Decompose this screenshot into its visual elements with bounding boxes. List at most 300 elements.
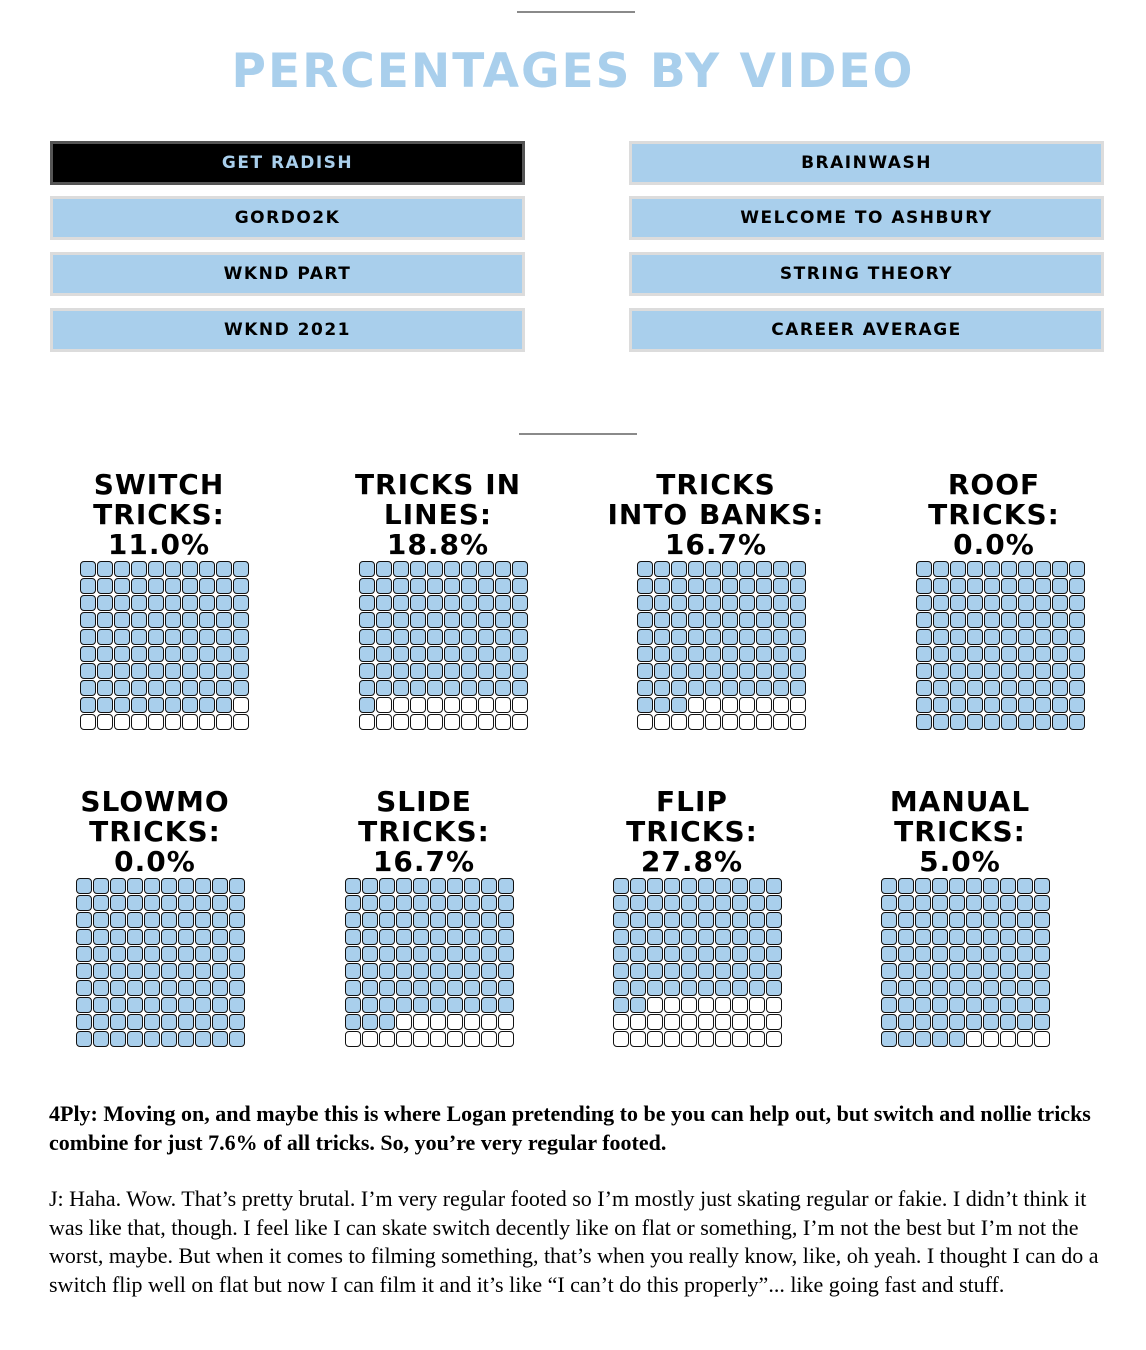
waffle-cell	[481, 980, 497, 996]
waffle-cell	[967, 561, 983, 577]
waffle-cell	[732, 963, 748, 979]
waffle-cell	[410, 697, 426, 713]
waffle-cell	[967, 697, 983, 713]
waffle-cell	[1034, 1014, 1050, 1030]
waffle-cell	[93, 929, 109, 945]
waffle-cell	[498, 878, 514, 894]
waffle-cell	[681, 1014, 697, 1030]
waffle-cell	[376, 561, 392, 577]
stat-label-line: FLIP	[656, 785, 728, 818]
waffle-cell	[481, 895, 497, 911]
waffle-cell	[1052, 697, 1068, 713]
video-button-welcome-to-ashbury[interactable]: WELCOME TO ASHBURY	[629, 196, 1104, 240]
waffle-cell	[766, 963, 782, 979]
waffle-cell	[966, 963, 982, 979]
waffle-cell	[950, 561, 966, 577]
waffle-cell	[427, 561, 443, 577]
waffle-cell	[345, 1014, 361, 1030]
waffle-cell	[664, 980, 680, 996]
waffle-cell	[1035, 680, 1051, 696]
waffle-cell	[715, 946, 731, 962]
waffle-cell	[178, 895, 194, 911]
waffle-cell	[498, 946, 514, 962]
waffle-cell	[1001, 612, 1017, 628]
waffle-cell	[613, 895, 629, 911]
waffle-cell	[233, 595, 249, 611]
stat-title-manual-tricks	[840, 787, 1080, 877]
waffle-cell	[722, 578, 738, 594]
waffle-cell	[178, 997, 194, 1013]
waffle-cell	[478, 561, 494, 577]
waffle-cell	[233, 578, 249, 594]
waffle-cell	[362, 997, 378, 1013]
waffle-cell	[80, 629, 96, 645]
waffle-cell	[613, 946, 629, 962]
waffle-cell	[478, 680, 494, 696]
waffle-cell	[413, 997, 429, 1013]
video-button-wknd-2021[interactable]: WKND 2021	[50, 308, 525, 352]
waffle-cell	[229, 912, 245, 928]
waffle-cell	[131, 612, 147, 628]
stat-percent: 27.8%	[640, 845, 744, 878]
waffle-cell	[967, 714, 983, 730]
waffle-cell	[359, 680, 375, 696]
waffle-cell	[461, 629, 477, 645]
waffle-cell	[212, 912, 228, 928]
stat-percent: 18.8%	[386, 528, 490, 561]
waffle-cell	[739, 663, 755, 679]
waffle-cell	[110, 980, 126, 996]
waffle-cell	[182, 680, 198, 696]
waffle-cell	[199, 646, 215, 662]
waffle-cell	[182, 697, 198, 713]
waffle-cell	[447, 929, 463, 945]
waffle-cell	[898, 929, 914, 945]
waffle-cell	[413, 929, 429, 945]
waffle-cell	[114, 595, 130, 611]
waffle-slide-tricks	[345, 878, 515, 1048]
waffle-cell	[630, 1014, 646, 1030]
waffle-cell	[966, 980, 982, 996]
stat-label-line: ROOF	[947, 468, 1041, 501]
waffle-cell	[93, 1014, 109, 1030]
section-divider	[519, 433, 637, 435]
waffle-cell	[705, 629, 721, 645]
waffle-cell	[681, 980, 697, 996]
waffle-cell	[345, 946, 361, 962]
waffle-cell	[1000, 912, 1016, 928]
waffle-cell	[671, 663, 687, 679]
waffle-cell	[983, 895, 999, 911]
waffle-cell	[1017, 963, 1033, 979]
waffle-cell	[915, 980, 931, 996]
stat-label-line: SLIDE	[376, 785, 472, 818]
waffle-cell	[396, 946, 412, 962]
waffle-cell	[966, 895, 982, 911]
waffle-cell	[464, 895, 480, 911]
waffle-cell	[131, 578, 147, 594]
waffle-cell	[732, 895, 748, 911]
waffle-cell	[967, 629, 983, 645]
waffle-cell	[512, 629, 528, 645]
stat-label-line: TRICKS:	[894, 815, 1026, 848]
waffle-cell	[80, 663, 96, 679]
waffle-manual-tricks	[881, 878, 1051, 1048]
waffle-cell	[144, 912, 160, 928]
waffle-cell	[671, 680, 687, 696]
waffle-cell	[664, 912, 680, 928]
waffle-cell	[410, 561, 426, 577]
waffle-cell	[1018, 646, 1034, 662]
waffle-cell	[430, 980, 446, 996]
waffle-cell	[512, 697, 528, 713]
waffle-cell	[898, 895, 914, 911]
video-button-brainwash[interactable]: BRAINWASH	[629, 141, 1104, 185]
waffle-cell	[212, 895, 228, 911]
waffle-cell	[1000, 895, 1016, 911]
waffle-cell	[144, 1014, 160, 1030]
waffle-cell	[749, 878, 765, 894]
waffle-cell	[481, 1014, 497, 1030]
waffle-cell	[144, 946, 160, 962]
waffle-cell	[715, 997, 731, 1013]
waffle-cell	[722, 714, 738, 730]
waffle-cell	[637, 629, 653, 645]
waffle-cell	[512, 646, 528, 662]
waffle-cell	[182, 646, 198, 662]
waffle-cell	[983, 878, 999, 894]
waffle-cell	[654, 663, 670, 679]
waffle-cell	[229, 929, 245, 945]
waffle-cell	[478, 714, 494, 730]
waffle-cell	[739, 595, 755, 611]
waffle-cell	[916, 663, 932, 679]
waffle-flip-tricks	[613, 878, 783, 1048]
waffle-cell	[410, 646, 426, 662]
waffle-cell	[933, 595, 949, 611]
waffle-cell	[1018, 578, 1034, 594]
waffle-cell	[688, 578, 704, 594]
waffle-cell	[681, 946, 697, 962]
waffle-cell	[131, 680, 147, 696]
waffle-cell	[495, 578, 511, 594]
waffle-cell	[949, 963, 965, 979]
waffle-cell	[110, 912, 126, 928]
waffle-cell	[950, 697, 966, 713]
waffle-cell	[93, 895, 109, 911]
waffle-cell	[178, 929, 194, 945]
waffle-cell	[671, 612, 687, 628]
waffle-cell	[932, 997, 948, 1013]
waffle-cell	[93, 980, 109, 996]
waffle-cell	[464, 929, 480, 945]
waffle-cell	[80, 612, 96, 628]
waffle-cell	[161, 946, 177, 962]
waffle-cell	[671, 561, 687, 577]
waffle-cell	[932, 963, 948, 979]
waffle-cell	[447, 963, 463, 979]
waffle-tricks-into-banks	[637, 561, 807, 731]
waffle-cell	[195, 980, 211, 996]
waffle-cell	[1000, 997, 1016, 1013]
waffle-cell	[216, 612, 232, 628]
waffle-cell	[671, 697, 687, 713]
waffle-cell	[178, 980, 194, 996]
waffle-cell	[97, 612, 113, 628]
waffle-cell	[396, 997, 412, 1013]
waffle-cell	[148, 680, 164, 696]
waffle-cell	[664, 929, 680, 945]
waffle-cell	[498, 1031, 514, 1047]
waffle-cell	[148, 646, 164, 662]
waffle-cell	[161, 1014, 177, 1030]
stat-title-switch-tricks	[39, 470, 279, 560]
waffle-cell	[637, 680, 653, 696]
waffle-cell	[195, 929, 211, 945]
waffle-cell	[345, 1031, 361, 1047]
interview-answer: J: Haha. Wow. That’s pretty brutal. I’m very regular footed so I’m mostly just skating regular or fakie. I didn’t think it was like that, though. I feel like I can skate switch decently like on flat or something, I’m not the best but I’m not the worst, maybe. But when it comes to filming something, that’s when you really know, like, oh yeah. I thought I can do a switch flip well on flat but now I can film it and it’s like “I can’t do this properly”... like going fast and stuff.	[49, 1186, 1099, 1297]
waffle-cell	[144, 997, 160, 1013]
waffle-cell	[949, 912, 965, 928]
waffle-cell	[773, 629, 789, 645]
waffle-cell	[1035, 561, 1051, 577]
waffle-cell	[932, 929, 948, 945]
waffle-cell	[705, 714, 721, 730]
stat-label-line: TRICKS:	[89, 815, 221, 848]
waffle-cell	[739, 561, 755, 577]
waffle-cell	[199, 714, 215, 730]
waffle-cell	[481, 912, 497, 928]
waffle-cell	[1052, 561, 1068, 577]
waffle-cell	[1035, 595, 1051, 611]
waffle-cell	[76, 1014, 92, 1030]
waffle-cell	[949, 895, 965, 911]
waffle-cell	[212, 1031, 228, 1047]
waffle-cell	[182, 578, 198, 594]
waffle-cell	[498, 1014, 514, 1030]
waffle-cell	[447, 1031, 463, 1047]
waffle-cell	[478, 612, 494, 628]
waffle-cell	[715, 980, 731, 996]
waffle-cell	[983, 963, 999, 979]
waffle-cell	[1034, 946, 1050, 962]
waffle-cell	[790, 629, 806, 645]
waffle-cell	[110, 1014, 126, 1030]
waffle-cell	[345, 912, 361, 928]
waffle-cell	[915, 912, 931, 928]
waffle-cell	[144, 963, 160, 979]
waffle-cell	[1035, 697, 1051, 713]
interview-question: 4Ply: Moving on, and maybe this is where Logan pretending to be you can help out, but switch and nollie tricks combine for just 7.6% of all tricks. So, you’re very regular footed.	[49, 1101, 1091, 1155]
waffle-cell	[722, 646, 738, 662]
waffle-cell	[773, 663, 789, 679]
waffle-cell	[195, 963, 211, 979]
waffle-cell	[362, 912, 378, 928]
video-button-string-theory[interactable]: STRING THEORY	[629, 252, 1104, 296]
waffle-cell	[127, 912, 143, 928]
video-button-get-radish[interactable]: GET RADISH	[50, 141, 525, 185]
waffle-cell	[949, 946, 965, 962]
waffle-cell	[722, 663, 738, 679]
waffle-cell	[362, 980, 378, 996]
waffle-cell	[715, 963, 731, 979]
waffle-cell	[749, 963, 765, 979]
waffle-cell	[950, 714, 966, 730]
video-button-wknd-part[interactable]: WKND PART	[50, 252, 525, 296]
waffle-cell	[461, 561, 477, 577]
waffle-cell	[766, 997, 782, 1013]
waffle-cell	[131, 697, 147, 713]
waffle-cell	[637, 697, 653, 713]
waffle-cell	[464, 980, 480, 996]
waffle-cell	[97, 561, 113, 577]
waffle-cell	[127, 895, 143, 911]
waffle-cell	[790, 561, 806, 577]
waffle-cell	[949, 980, 965, 996]
waffle-cell	[362, 878, 378, 894]
waffle-cell	[165, 663, 181, 679]
waffle-cell	[739, 680, 755, 696]
waffle-cell	[461, 663, 477, 679]
stat-label-line: TRICKS:	[93, 498, 225, 531]
waffle-cell	[131, 663, 147, 679]
waffle-cell	[447, 878, 463, 894]
waffle-cell	[393, 578, 409, 594]
waffle-cell	[413, 963, 429, 979]
waffle-cell	[933, 646, 949, 662]
waffle-cell	[478, 697, 494, 713]
waffle-cell	[498, 912, 514, 928]
waffle-cell	[739, 578, 755, 594]
waffle-cell	[766, 980, 782, 996]
waffle-cell	[1018, 629, 1034, 645]
waffle-cell	[915, 1014, 931, 1030]
waffle-cell	[495, 561, 511, 577]
waffle-cell	[630, 895, 646, 911]
stat-percent: 0.0%	[114, 845, 196, 878]
waffle-cell	[199, 561, 215, 577]
waffle-cell	[881, 946, 897, 962]
waffle-cell	[461, 595, 477, 611]
waffle-cell	[359, 697, 375, 713]
waffle-cell	[715, 929, 731, 945]
waffle-cell	[698, 895, 714, 911]
waffle-cell	[654, 680, 670, 696]
waffle-cell	[630, 997, 646, 1013]
waffle-cell	[345, 878, 361, 894]
waffle-cell	[881, 895, 897, 911]
waffle-cell	[359, 561, 375, 577]
waffle-cell	[430, 912, 446, 928]
waffle-cell	[1034, 997, 1050, 1013]
waffle-cell	[110, 997, 126, 1013]
waffle-cell	[379, 963, 395, 979]
waffle-cell	[637, 663, 653, 679]
waffle-cell	[698, 1014, 714, 1030]
waffle-cell	[1069, 595, 1085, 611]
waffle-cell	[654, 697, 670, 713]
waffle-cell	[950, 629, 966, 645]
waffle-cell	[410, 629, 426, 645]
waffle-cell	[93, 912, 109, 928]
waffle-cell	[413, 1014, 429, 1030]
waffle-cell	[732, 929, 748, 945]
waffle-cell	[698, 878, 714, 894]
waffle-cell	[233, 646, 249, 662]
waffle-cell	[1052, 578, 1068, 594]
waffle-cell	[376, 578, 392, 594]
waffle-cell	[182, 629, 198, 645]
waffle-cell	[654, 595, 670, 611]
video-button-career-average[interactable]: CAREER AVERAGE	[629, 308, 1104, 352]
waffle-cell	[732, 1014, 748, 1030]
waffle-cell	[161, 878, 177, 894]
waffle-cell	[722, 612, 738, 628]
waffle-cell	[1034, 929, 1050, 945]
waffle-cell	[1001, 578, 1017, 594]
waffle-cell	[148, 561, 164, 577]
waffle-cell	[933, 697, 949, 713]
waffle-cell	[495, 697, 511, 713]
stat-title-slide-tricks	[304, 787, 544, 877]
waffle-cell	[790, 578, 806, 594]
waffle-cell	[199, 578, 215, 594]
waffle-cell	[688, 663, 704, 679]
waffle-cell	[766, 895, 782, 911]
waffle-cell	[932, 895, 948, 911]
waffle-cell	[749, 929, 765, 945]
waffle-cell	[983, 980, 999, 996]
waffle-cell	[749, 912, 765, 928]
waffle-cell	[464, 997, 480, 1013]
waffle-cell	[1035, 663, 1051, 679]
waffle-cell	[881, 1031, 897, 1047]
waffle-cell	[216, 663, 232, 679]
waffle-cell	[182, 663, 198, 679]
waffle-cell	[637, 612, 653, 628]
waffle-cell	[165, 561, 181, 577]
waffle-cell	[671, 629, 687, 645]
waffle-cell	[444, 561, 460, 577]
waffle-cell	[966, 1014, 982, 1030]
waffle-cell	[698, 912, 714, 928]
video-button-gordo2k[interactable]: GORDO2K	[50, 196, 525, 240]
waffle-cell	[739, 629, 755, 645]
waffle-cell	[110, 963, 126, 979]
waffle-cell	[637, 595, 653, 611]
waffle-cell	[216, 714, 232, 730]
waffle-cell	[756, 646, 772, 662]
waffle-cell	[984, 646, 1000, 662]
waffle-cell	[664, 963, 680, 979]
waffle-cell	[933, 663, 949, 679]
waffle-cell	[766, 912, 782, 928]
waffle-cell	[498, 963, 514, 979]
waffle-cell	[161, 912, 177, 928]
waffle-cell	[212, 946, 228, 962]
waffle-cell	[229, 1014, 245, 1030]
waffle-cell	[410, 578, 426, 594]
waffle-cell	[732, 1031, 748, 1047]
waffle-cell	[671, 578, 687, 594]
waffle-cell	[630, 946, 646, 962]
waffle-cell	[512, 612, 528, 628]
waffle-cell	[393, 646, 409, 662]
waffle-cell	[950, 612, 966, 628]
waffle-cell	[216, 561, 232, 577]
waffle-cell	[722, 680, 738, 696]
waffle-cell	[1000, 1014, 1016, 1030]
